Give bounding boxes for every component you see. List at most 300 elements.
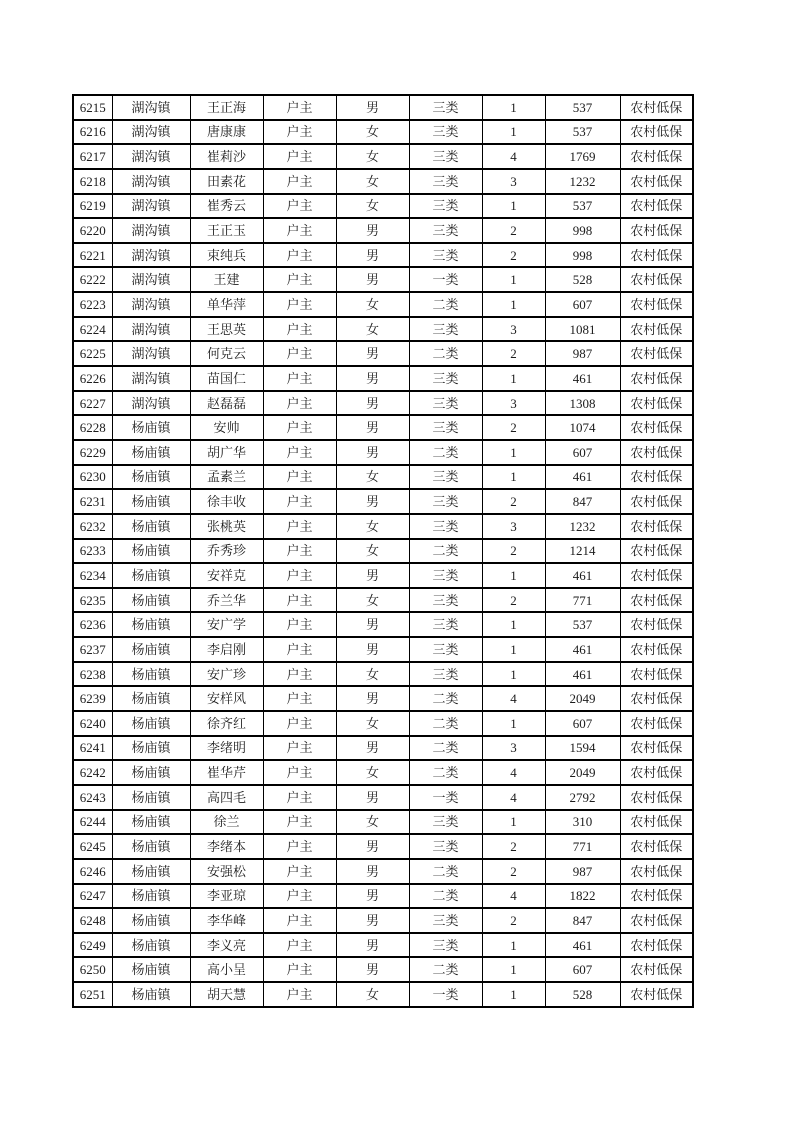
cell-family-count: 1 [482, 95, 545, 120]
cell-subsidy-type: 农村低保 [620, 539, 693, 564]
cell-serial-number: 6248 [73, 908, 112, 933]
cell-subsidy-type: 农村低保 [620, 317, 693, 342]
cell-gender: 男 [336, 440, 409, 465]
cell-subsidy-type: 农村低保 [620, 267, 693, 292]
cell-gender: 男 [336, 341, 409, 366]
cell-relation: 户主 [263, 243, 336, 268]
cell-amount: 537 [545, 120, 620, 145]
cell-relation: 户主 [263, 662, 336, 687]
cell-family-count: 4 [482, 144, 545, 169]
cell-gender: 女 [336, 144, 409, 169]
cell-town: 湖沟镇 [112, 243, 190, 268]
table-row [73, 415, 693, 440]
cell-amount: 1214 [545, 539, 620, 564]
cell-relation: 户主 [263, 218, 336, 243]
cell-amount: 1308 [545, 391, 620, 416]
cell-family-count: 4 [482, 686, 545, 711]
cell-family-count: 1 [482, 440, 545, 465]
cell-category: 三类 [409, 415, 482, 440]
table-row [73, 686, 693, 711]
cell-relation: 户主 [263, 711, 336, 736]
cell-subsidy-type: 农村低保 [620, 908, 693, 933]
cell-amount: 2049 [545, 760, 620, 785]
cell-subsidy-type: 农村低保 [620, 218, 693, 243]
cell-town: 杨庙镇 [112, 834, 190, 859]
table-row [73, 933, 693, 958]
cell-town: 杨庙镇 [112, 465, 190, 490]
cell-relation: 户主 [263, 341, 336, 366]
cell-family-count: 2 [482, 834, 545, 859]
cell-serial-number: 6245 [73, 834, 112, 859]
cell-amount: 1074 [545, 415, 620, 440]
cell-subsidy-type: 农村低保 [620, 810, 693, 835]
table-row [73, 612, 693, 637]
cell-family-count: 2 [482, 415, 545, 440]
cell-relation: 户主 [263, 810, 336, 835]
cell-amount: 607 [545, 292, 620, 317]
cell-subsidy-type: 农村低保 [620, 884, 693, 909]
cell-serial-number: 6242 [73, 760, 112, 785]
table-row [73, 267, 693, 292]
cell-relation: 户主 [263, 169, 336, 194]
cell-person-name: 李亚琼 [190, 884, 263, 909]
cell-amount: 607 [545, 711, 620, 736]
cell-person-name: 徐齐红 [190, 711, 263, 736]
cell-amount: 528 [545, 267, 620, 292]
cell-gender: 男 [336, 859, 409, 884]
cell-category: 三类 [409, 317, 482, 342]
cell-town: 杨庙镇 [112, 810, 190, 835]
cell-relation: 户主 [263, 612, 336, 637]
cell-relation: 户主 [263, 489, 336, 514]
cell-person-name: 徐兰 [190, 810, 263, 835]
cell-relation: 户主 [263, 563, 336, 588]
cell-amount: 607 [545, 440, 620, 465]
cell-gender: 女 [336, 514, 409, 539]
cell-amount: 461 [545, 366, 620, 391]
cell-category: 三类 [409, 391, 482, 416]
cell-serial-number: 6250 [73, 957, 112, 982]
cell-serial-number: 6228 [73, 415, 112, 440]
cell-gender: 女 [336, 120, 409, 145]
cell-town: 杨庙镇 [112, 736, 190, 761]
cell-family-count: 2 [482, 588, 545, 613]
cell-amount: 1232 [545, 169, 620, 194]
cell-category: 三类 [409, 489, 482, 514]
cell-person-name: 苗国仁 [190, 366, 263, 391]
cell-family-count: 4 [482, 760, 545, 785]
cell-relation: 户主 [263, 982, 336, 1007]
cell-serial-number: 6240 [73, 711, 112, 736]
cell-serial-number: 6223 [73, 292, 112, 317]
cell-relation: 户主 [263, 859, 336, 884]
cell-category: 三类 [409, 834, 482, 859]
cell-person-name: 安强松 [190, 859, 263, 884]
table-row [73, 95, 693, 120]
cell-town: 湖沟镇 [112, 218, 190, 243]
cell-gender: 女 [336, 465, 409, 490]
cell-gender: 男 [336, 637, 409, 662]
cell-serial-number: 6227 [73, 391, 112, 416]
cell-category: 一类 [409, 785, 482, 810]
cell-relation: 户主 [263, 440, 336, 465]
table-row [73, 514, 693, 539]
cell-family-count: 2 [482, 218, 545, 243]
cell-town: 湖沟镇 [112, 194, 190, 219]
cell-family-count: 1 [482, 366, 545, 391]
cell-relation: 户主 [263, 539, 336, 564]
cell-serial-number: 6243 [73, 785, 112, 810]
cell-amount: 461 [545, 933, 620, 958]
cell-gender: 男 [336, 957, 409, 982]
cell-amount: 1594 [545, 736, 620, 761]
cell-gender: 男 [336, 686, 409, 711]
cell-person-name: 崔莉沙 [190, 144, 263, 169]
cell-subsidy-type: 农村低保 [620, 686, 693, 711]
cell-person-name: 李华峰 [190, 908, 263, 933]
table-row [73, 169, 693, 194]
table-row [73, 292, 693, 317]
cell-category: 一类 [409, 267, 482, 292]
cell-person-name: 李绪明 [190, 736, 263, 761]
cell-gender: 男 [336, 933, 409, 958]
cell-serial-number: 6246 [73, 859, 112, 884]
cell-gender: 男 [336, 563, 409, 588]
cell-gender: 男 [336, 736, 409, 761]
cell-relation: 户主 [263, 908, 336, 933]
cell-town: 杨庙镇 [112, 908, 190, 933]
cell-serial-number: 6232 [73, 514, 112, 539]
cell-subsidy-type: 农村低保 [620, 465, 693, 490]
cell-category: 三类 [409, 169, 482, 194]
cell-person-name: 崔秀云 [190, 194, 263, 219]
table-row [73, 489, 693, 514]
cell-serial-number: 6251 [73, 982, 112, 1007]
cell-town: 湖沟镇 [112, 267, 190, 292]
cell-relation: 户主 [263, 465, 336, 490]
cell-person-name: 张桃英 [190, 514, 263, 539]
cell-category: 三类 [409, 810, 482, 835]
cell-gender: 男 [336, 785, 409, 810]
cell-subsidy-type: 农村低保 [620, 612, 693, 637]
cell-category: 二类 [409, 859, 482, 884]
cell-amount: 2049 [545, 686, 620, 711]
cell-relation: 户主 [263, 194, 336, 219]
cell-relation: 户主 [263, 637, 336, 662]
cell-town: 杨庙镇 [112, 957, 190, 982]
cell-gender: 男 [336, 834, 409, 859]
cell-amount: 461 [545, 563, 620, 588]
cell-category: 三类 [409, 218, 482, 243]
cell-gender: 男 [336, 218, 409, 243]
cell-relation: 户主 [263, 785, 336, 810]
cell-relation: 户主 [263, 760, 336, 785]
cell-family-count: 1 [482, 982, 545, 1007]
cell-family-count: 2 [482, 539, 545, 564]
cell-category: 二类 [409, 711, 482, 736]
cell-serial-number: 6215 [73, 95, 112, 120]
cell-category: 二类 [409, 884, 482, 909]
cell-gender: 女 [336, 169, 409, 194]
table-row [73, 884, 693, 909]
cell-subsidy-type: 农村低保 [620, 243, 693, 268]
cell-category: 二类 [409, 760, 482, 785]
cell-serial-number: 6217 [73, 144, 112, 169]
table-row [73, 957, 693, 982]
cell-amount: 1822 [545, 884, 620, 909]
cell-category: 三类 [409, 662, 482, 687]
cell-town: 杨庙镇 [112, 489, 190, 514]
table-row [73, 218, 693, 243]
cell-person-name: 李绪本 [190, 834, 263, 859]
cell-gender: 男 [336, 884, 409, 909]
cell-person-name: 李义亮 [190, 933, 263, 958]
table-row [73, 662, 693, 687]
cell-category: 三类 [409, 95, 482, 120]
cell-town: 杨庙镇 [112, 539, 190, 564]
cell-relation: 户主 [263, 144, 336, 169]
cell-person-name: 单华萍 [190, 292, 263, 317]
cell-subsidy-type: 农村低保 [620, 489, 693, 514]
cell-amount: 998 [545, 243, 620, 268]
cell-serial-number: 6231 [73, 489, 112, 514]
cell-gender: 女 [336, 317, 409, 342]
cell-gender: 女 [336, 588, 409, 613]
cell-relation: 户主 [263, 366, 336, 391]
cell-subsidy-type: 农村低保 [620, 366, 693, 391]
cell-family-count: 3 [482, 391, 545, 416]
cell-family-count: 3 [482, 169, 545, 194]
cell-subsidy-type: 农村低保 [620, 194, 693, 219]
cell-relation: 户主 [263, 95, 336, 120]
cell-amount: 528 [545, 982, 620, 1007]
cell-person-name: 唐康康 [190, 120, 263, 145]
cell-relation: 户主 [263, 415, 336, 440]
table-row [73, 637, 693, 662]
cell-family-count: 1 [482, 810, 545, 835]
cell-town: 湖沟镇 [112, 169, 190, 194]
table-row [73, 760, 693, 785]
cell-gender: 男 [336, 267, 409, 292]
cell-amount: 607 [545, 957, 620, 982]
cell-amount: 1769 [545, 144, 620, 169]
table-row [73, 317, 693, 342]
cell-town: 湖沟镇 [112, 95, 190, 120]
cell-family-count: 1 [482, 711, 545, 736]
cell-person-name: 安样风 [190, 686, 263, 711]
cell-person-name: 高小呈 [190, 957, 263, 982]
cell-relation: 户主 [263, 120, 336, 145]
cell-serial-number: 6226 [73, 366, 112, 391]
cell-amount: 461 [545, 637, 620, 662]
cell-family-count: 1 [482, 957, 545, 982]
cell-subsidy-type: 农村低保 [620, 169, 693, 194]
cell-gender: 女 [336, 711, 409, 736]
cell-subsidy-type: 农村低保 [620, 859, 693, 884]
cell-serial-number: 6237 [73, 637, 112, 662]
cell-amount: 847 [545, 908, 620, 933]
cell-category: 三类 [409, 465, 482, 490]
cell-subsidy-type: 农村低保 [620, 588, 693, 613]
cell-subsidy-type: 农村低保 [620, 292, 693, 317]
cell-subsidy-type: 农村低保 [620, 736, 693, 761]
cell-family-count: 2 [482, 243, 545, 268]
cell-gender: 女 [336, 539, 409, 564]
cell-category: 三类 [409, 194, 482, 219]
cell-town: 湖沟镇 [112, 144, 190, 169]
cell-person-name: 王思英 [190, 317, 263, 342]
cell-family-count: 4 [482, 884, 545, 909]
cell-town: 湖沟镇 [112, 366, 190, 391]
cell-category: 三类 [409, 563, 482, 588]
cell-town: 杨庙镇 [112, 884, 190, 909]
cell-family-count: 1 [482, 120, 545, 145]
cell-serial-number: 6222 [73, 267, 112, 292]
cell-family-count: 2 [482, 859, 545, 884]
table-row [73, 144, 693, 169]
cell-subsidy-type: 农村低保 [620, 440, 693, 465]
table-row [73, 736, 693, 761]
cell-amount: 2792 [545, 785, 620, 810]
cell-category: 三类 [409, 933, 482, 958]
cell-town: 杨庙镇 [112, 760, 190, 785]
cell-town: 杨庙镇 [112, 637, 190, 662]
cell-serial-number: 6221 [73, 243, 112, 268]
cell-person-name: 乔秀珍 [190, 539, 263, 564]
cell-gender: 女 [336, 982, 409, 1007]
cell-person-name: 崔华芹 [190, 760, 263, 785]
cell-subsidy-type: 农村低保 [620, 933, 693, 958]
cell-category: 二类 [409, 686, 482, 711]
cell-person-name: 胡天慧 [190, 982, 263, 1007]
cell-amount: 461 [545, 662, 620, 687]
cell-town: 湖沟镇 [112, 292, 190, 317]
cell-serial-number: 6218 [73, 169, 112, 194]
cell-relation: 户主 [263, 957, 336, 982]
cell-person-name: 安广珍 [190, 662, 263, 687]
cell-serial-number: 6216 [73, 120, 112, 145]
cell-gender: 男 [336, 95, 409, 120]
cell-family-count: 1 [482, 563, 545, 588]
cell-family-count: 2 [482, 908, 545, 933]
cell-subsidy-type: 农村低保 [620, 391, 693, 416]
cell-subsidy-type: 农村低保 [620, 834, 693, 859]
cell-family-count: 1 [482, 662, 545, 687]
cell-person-name: 高四毛 [190, 785, 263, 810]
cell-category: 一类 [409, 982, 482, 1007]
cell-gender: 男 [336, 908, 409, 933]
cell-category: 三类 [409, 588, 482, 613]
cell-amount: 461 [545, 465, 620, 490]
cell-family-count: 4 [482, 785, 545, 810]
records-table-body [73, 95, 693, 1007]
cell-family-count: 1 [482, 194, 545, 219]
cell-person-name: 何克云 [190, 341, 263, 366]
cell-subsidy-type: 农村低保 [620, 144, 693, 169]
cell-town: 杨庙镇 [112, 933, 190, 958]
cell-serial-number: 6224 [73, 317, 112, 342]
cell-amount: 998 [545, 218, 620, 243]
cell-subsidy-type: 农村低保 [620, 341, 693, 366]
cell-person-name: 安帅 [190, 415, 263, 440]
cell-relation: 户主 [263, 317, 336, 342]
cell-category: 二类 [409, 539, 482, 564]
table-row [73, 785, 693, 810]
cell-family-count: 1 [482, 612, 545, 637]
cell-gender: 女 [336, 810, 409, 835]
cell-gender: 女 [336, 662, 409, 687]
cell-serial-number: 6249 [73, 933, 112, 958]
cell-town: 杨庙镇 [112, 982, 190, 1007]
cell-subsidy-type: 农村低保 [620, 662, 693, 687]
cell-serial-number: 6239 [73, 686, 112, 711]
cell-category: 二类 [409, 440, 482, 465]
cell-category: 二类 [409, 292, 482, 317]
cell-town: 杨庙镇 [112, 686, 190, 711]
cell-category: 三类 [409, 514, 482, 539]
cell-subsidy-type: 农村低保 [620, 95, 693, 120]
cell-person-name: 王正玉 [190, 218, 263, 243]
cell-family-count: 1 [482, 292, 545, 317]
cell-serial-number: 6238 [73, 662, 112, 687]
cell-town: 湖沟镇 [112, 341, 190, 366]
cell-gender: 男 [336, 391, 409, 416]
table-row [73, 563, 693, 588]
cell-subsidy-type: 农村低保 [620, 760, 693, 785]
cell-person-name: 孟素兰 [190, 465, 263, 490]
table-row [73, 908, 693, 933]
cell-category: 二类 [409, 957, 482, 982]
cell-relation: 户主 [263, 834, 336, 859]
cell-person-name: 徐丰收 [190, 489, 263, 514]
cell-person-name: 束纯兵 [190, 243, 263, 268]
table-row [73, 834, 693, 859]
cell-town: 杨庙镇 [112, 785, 190, 810]
table-row [73, 465, 693, 490]
table-row [73, 859, 693, 884]
cell-family-count: 3 [482, 736, 545, 761]
cell-town: 杨庙镇 [112, 415, 190, 440]
cell-person-name: 胡广华 [190, 440, 263, 465]
cell-relation: 户主 [263, 736, 336, 761]
cell-town: 湖沟镇 [112, 317, 190, 342]
cell-family-count: 2 [482, 341, 545, 366]
cell-serial-number: 6236 [73, 612, 112, 637]
cell-serial-number: 6233 [73, 539, 112, 564]
cell-subsidy-type: 农村低保 [620, 637, 693, 662]
cell-amount: 771 [545, 834, 620, 859]
cell-category: 二类 [409, 736, 482, 761]
cell-person-name: 安祥克 [190, 563, 263, 588]
cell-serial-number: 6235 [73, 588, 112, 613]
cell-serial-number: 6241 [73, 736, 112, 761]
cell-town: 杨庙镇 [112, 711, 190, 736]
cell-family-count: 1 [482, 933, 545, 958]
cell-town: 杨庙镇 [112, 588, 190, 613]
cell-category: 三类 [409, 612, 482, 637]
table-row [73, 440, 693, 465]
cell-town: 杨庙镇 [112, 612, 190, 637]
table-row [73, 588, 693, 613]
cell-relation: 户主 [263, 267, 336, 292]
cell-amount: 1232 [545, 514, 620, 539]
cell-category: 二类 [409, 341, 482, 366]
cell-category: 三类 [409, 366, 482, 391]
cell-serial-number: 6247 [73, 884, 112, 909]
table-row [73, 194, 693, 219]
cell-person-name: 王建 [190, 267, 263, 292]
cell-subsidy-type: 农村低保 [620, 563, 693, 588]
